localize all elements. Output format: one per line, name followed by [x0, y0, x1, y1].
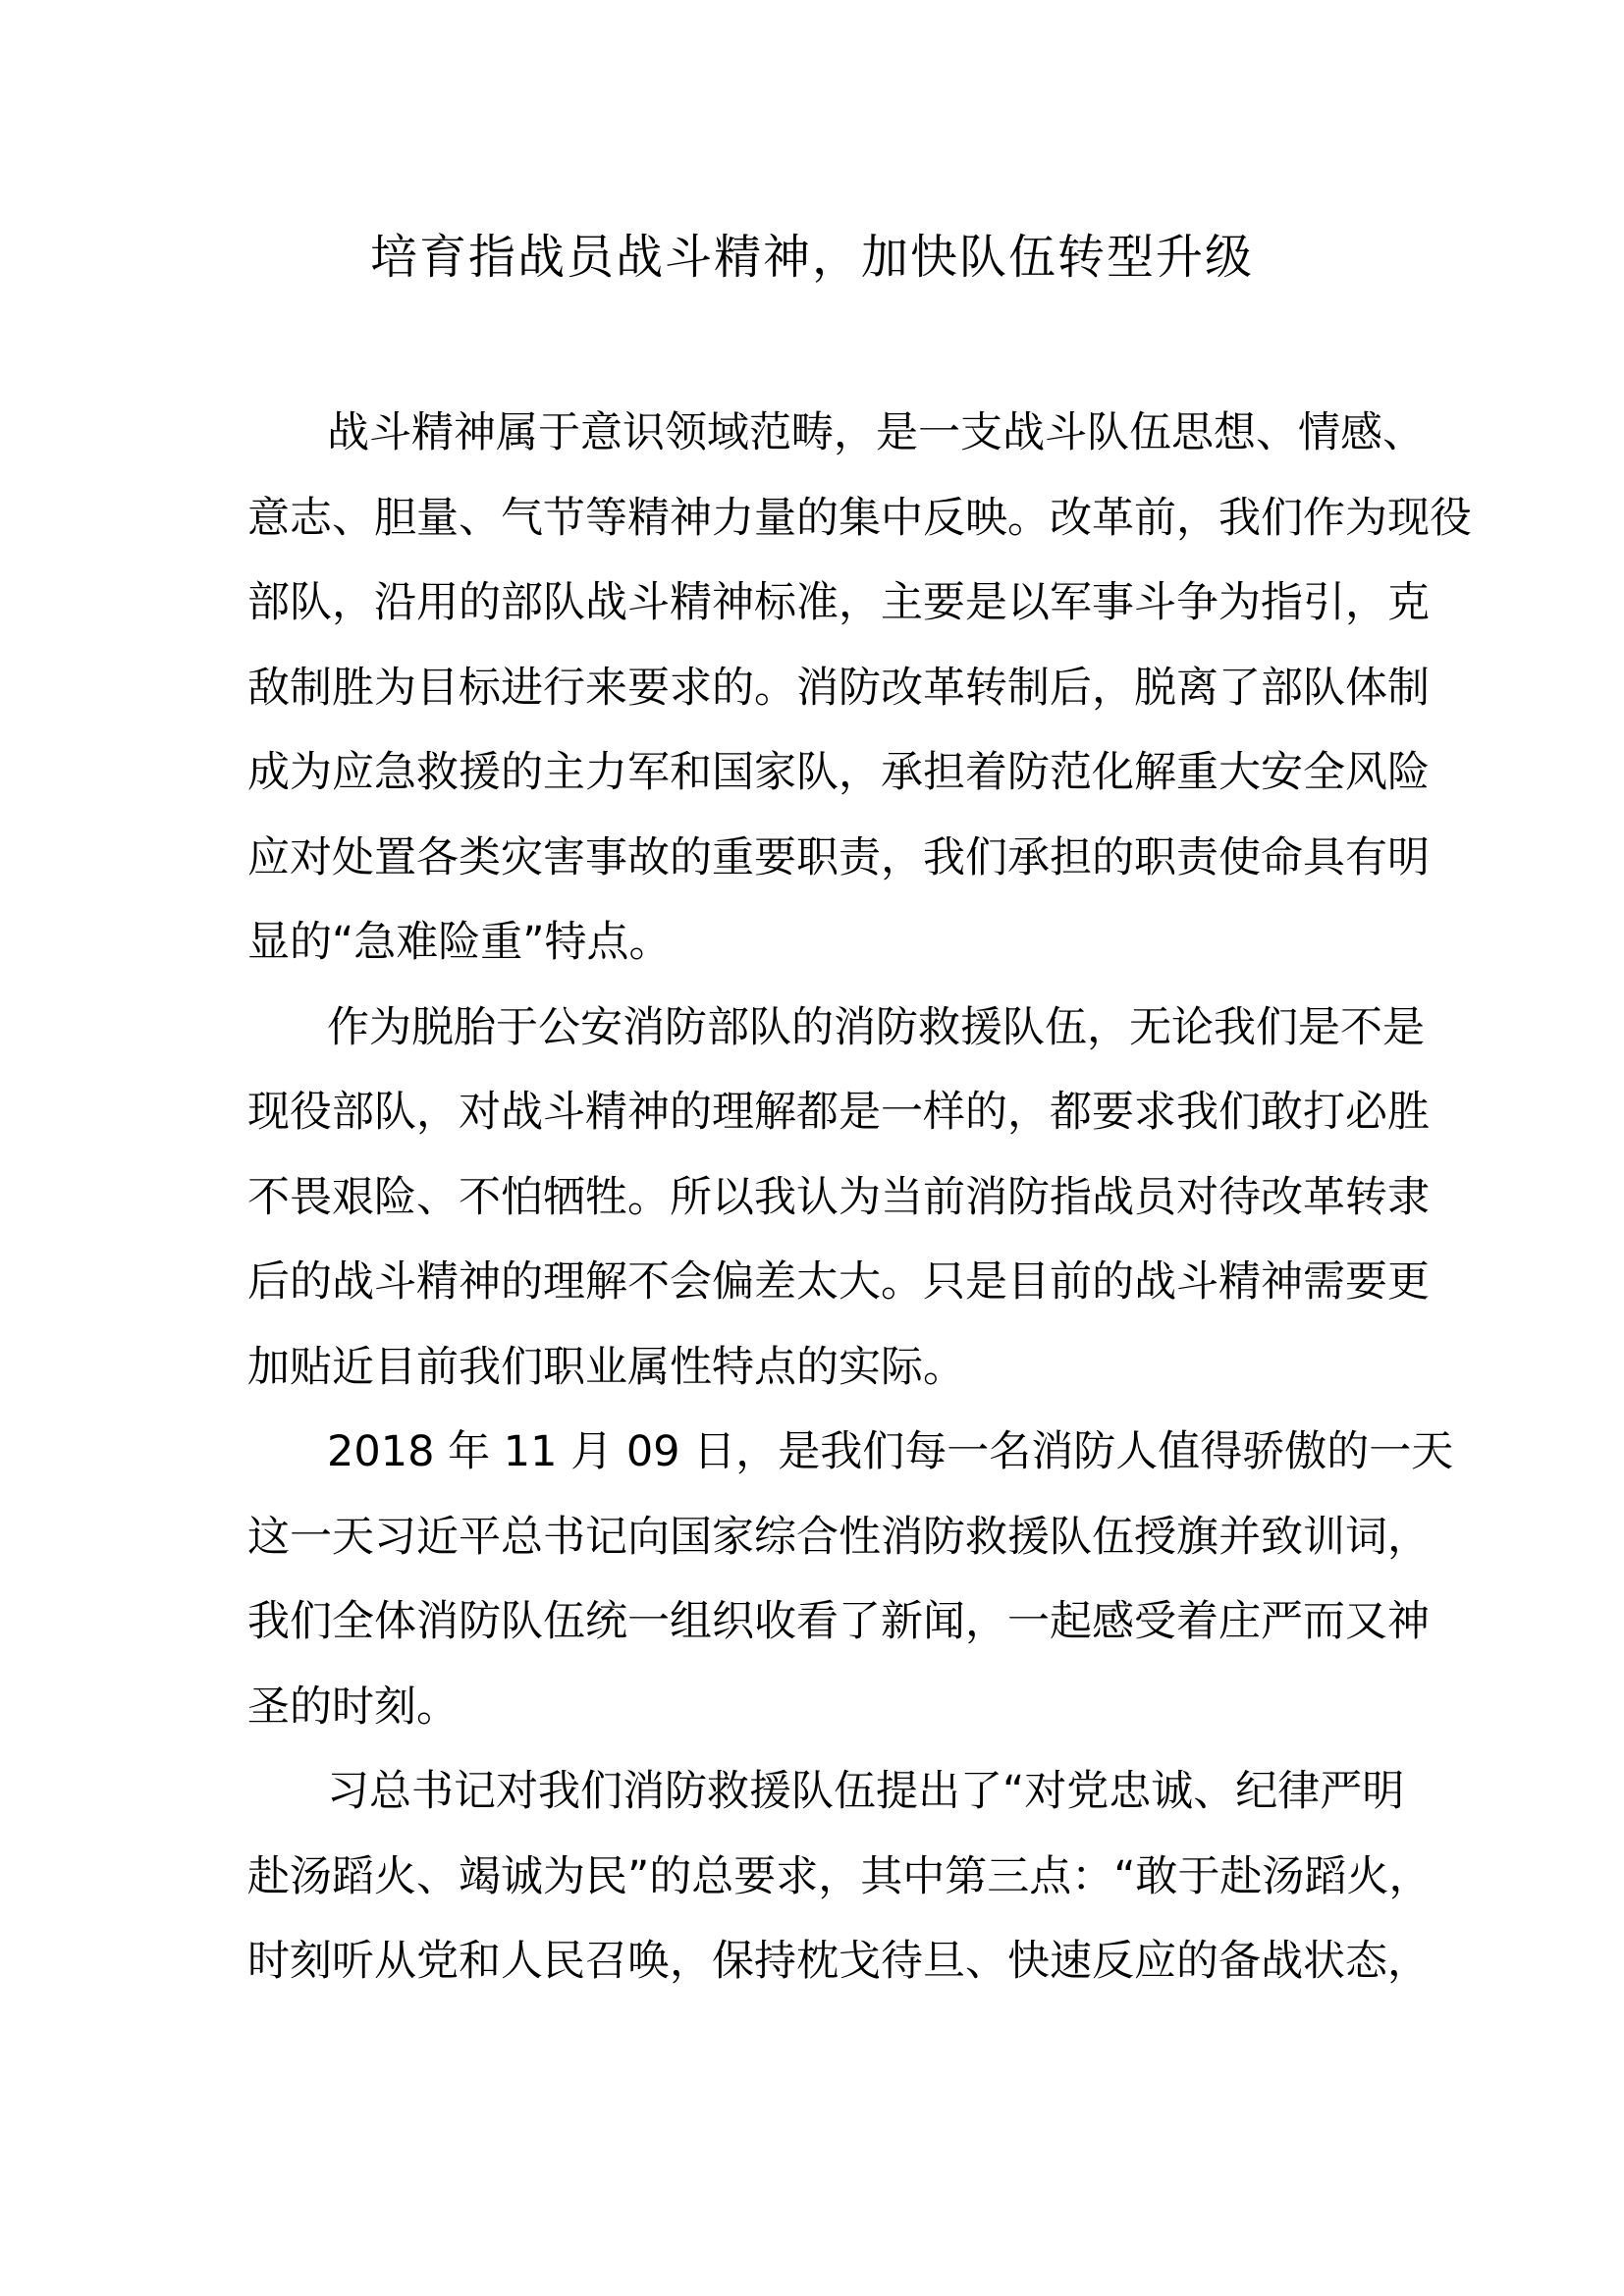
text-line: 这一天习近平总书记向国家综合性消防救援队伍授旗并致训词，	[247, 1512, 1430, 1562]
paragraph-3	[247, 1410, 1454, 1749]
paragraph-1	[247, 391, 1472, 986]
text-line: 战斗精神属于意识领域范畴，是一支战斗队伍思想、情感、	[327, 408, 1425, 457]
paragraph-2	[247, 986, 1430, 1411]
text-line: 后的战斗精神的理解不会偏差太大。只是目前的战斗精神需要更	[247, 1257, 1430, 1307]
text-line: 习总书记对我们消防救援队伍提出了“对党忠诚、纪律严明	[327, 1767, 1405, 1816]
text-line: 成为应急救援的主力军和国家队，承担着防范化解重大安全风险	[247, 748, 1430, 797]
text-line: 作为脱胎于公安消防部队的消防救援队伍，无论我们是不是	[327, 1002, 1425, 1052]
text-line: 我们全体消防队伍统一组织收看了新闻，一起感受着庄严而又神	[247, 1597, 1430, 1646]
text-line: 2018 年 11 月 09 日，是我们每一名消防人值得骄傲的一天	[327, 1427, 1454, 1476]
text-line: 显的“急难险重”特点。	[247, 918, 672, 967]
text-line: 不畏艰险、不怕牺牲。所以我认为当前消防指战员对待改革转隶	[247, 1172, 1430, 1222]
text-line: 应对处置各类灾害事故的重要职责，我们承担的职责使命具有明	[247, 832, 1430, 882]
text-line: 时刻听从党和人民召唤，保持枕戈待旦、快速反应的备战状态，	[247, 1937, 1430, 1986]
text-line: 圣的时刻。	[247, 1682, 459, 1732]
document-body	[247, 391, 1472, 2004]
text-line: 赴汤蹈火、竭诚为民”的总要求，其中第三点：“敢于赴汤蹈火，	[247, 1851, 1432, 1901]
text-line: 现役部队，对战斗精神的理解都是一样的，都要求我们敢打必胜	[247, 1088, 1430, 1137]
text-line: 部队，沿用的部队战斗精神标准，主要是以军事斗争为指引，克	[247, 578, 1430, 627]
paragraph-4	[247, 1749, 1432, 2004]
text-line: 加贴近目前我们职业属性特点的实际。	[247, 1342, 965, 1392]
document-title: 培育指战员战斗精神，加快队伍转型升级	[369, 230, 1254, 285]
text-line: 敌制胜为目标进行来要求的。消防改革转制后，脱离了部队体制	[247, 663, 1430, 713]
text-line: 意志、胆量、气节等精神力量的集中反映。改革前，我们作为现役	[247, 493, 1472, 543]
